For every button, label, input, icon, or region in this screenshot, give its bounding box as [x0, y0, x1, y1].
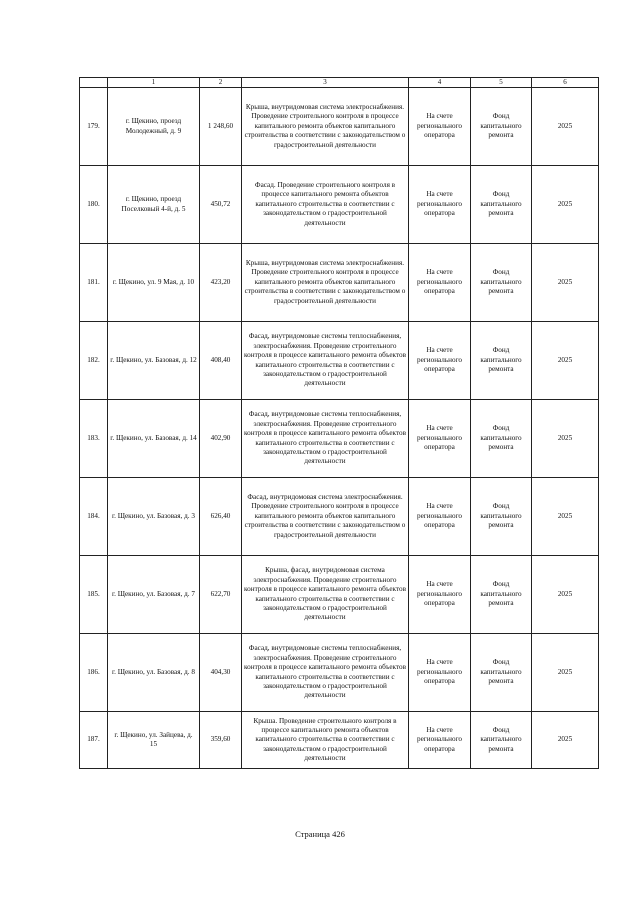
table-row — [80, 556, 599, 634]
account-cell: На счете регионального оператора — [409, 166, 471, 244]
header-cell: 4 — [409, 78, 471, 88]
area-cell: 402,90 — [200, 400, 242, 478]
table-header-row — [80, 78, 599, 88]
account-cell: На счете регионального оператора — [409, 400, 471, 478]
row-number-cell: 182. — [80, 322, 108, 400]
address-cell: г. Щекино, ул. 9 Мая, д. 10 — [108, 244, 200, 322]
fund-cell: Фонд капитального ремонта — [471, 88, 532, 166]
table-row — [80, 244, 599, 322]
fund-cell: Фонд капитального ремонта — [471, 712, 532, 769]
row-number-cell: 179. — [80, 88, 108, 166]
table-row — [80, 634, 599, 712]
table-row — [80, 712, 599, 769]
works-cell: Фасад, внутридомовые системы теплоснабжения, электроснабжения. Проведение строительного контроля в процессе капитального ремонта объектов капитального строительства в соответствии с законодательством о градостроительной деятельности — [242, 400, 409, 478]
row-number-cell: 185. — [80, 556, 108, 634]
works-cell: Фасад, внутридомовые системы теплоснабжения, электроснабжения. Проведение строительного контроля в процессе капитального ремонта объектов капитального строительства в соответствии с законодательством о градостроительной деятельности — [242, 634, 409, 712]
works-cell: Крыша. Проведение строительного контроля в процессе капитального ремонта объектов капитального строительства в соответствии с законодательством о градостроительной деятельности — [242, 712, 409, 769]
works-cell: Крыша, внутридомовая система электроснабжения. Проведение строительного контроля в процессе капитального ремонта объектов капитального строительства в соответствии с законодательством о градостроительной деятельности — [242, 244, 409, 322]
area-cell: 450,72 — [200, 166, 242, 244]
row-number-cell: 183. — [80, 400, 108, 478]
header-cell: 5 — [471, 78, 532, 88]
area-cell: 404,30 — [200, 634, 242, 712]
row-number-cell: 186. — [80, 634, 108, 712]
area-cell: 359,60 — [200, 712, 242, 769]
area-cell: 626,40 — [200, 478, 242, 556]
works-cell: Фасад. Проведение строительного контроля в процессе капитального ремонта объектов капитального строительства в соответствии с законодательством о градостроительной деятельности — [242, 166, 409, 244]
year-cell: 2025 — [532, 322, 599, 400]
address-cell: г. Щекино, ул. Зайцева, д. 15 — [108, 712, 200, 769]
table-row — [80, 322, 599, 400]
header-cell: 2 — [200, 78, 242, 88]
works-cell: Крыша, внутридомовая система электроснабжения. Проведение строительного контроля в процессе капитального ремонта объектов капитального строительства в соответствии с законодательством о градостроительной деятельности — [242, 88, 409, 166]
year-cell: 2025 — [532, 244, 599, 322]
header-cell: 1 — [108, 78, 200, 88]
account-cell: На счете регионального оператора — [409, 244, 471, 322]
fund-cell: Фонд капитального ремонта — [471, 478, 532, 556]
fund-cell: Фонд капитального ремонта — [471, 400, 532, 478]
address-cell: г. Щекино, проезд Молодежный, д. 9 — [108, 88, 200, 166]
fund-cell: Фонд капитального ремонта — [471, 322, 532, 400]
year-cell: 2025 — [532, 634, 599, 712]
fund-cell: Фонд капитального ремонта — [471, 556, 532, 634]
table-row — [80, 400, 599, 478]
year-cell: 2025 — [532, 556, 599, 634]
header-cell — [80, 78, 108, 88]
row-number-cell: 180. — [80, 166, 108, 244]
address-cell: г. Щекино, ул. Базовая, д. 12 — [108, 322, 200, 400]
year-cell: 2025 — [532, 88, 599, 166]
fund-cell: Фонд капитального ремонта — [471, 244, 532, 322]
row-number-cell: 187. — [80, 712, 108, 769]
table-row — [80, 88, 599, 166]
table-row — [80, 166, 599, 244]
works-cell: Фасад, внутридомовые системы теплоснабжения, электроснабжения. Проведение строительного контроля в процессе капитального ремонта объектов капитального строительства в соответствии с законодательством о градостроительной деятельности — [242, 322, 409, 400]
repair-program-table — [79, 77, 599, 769]
fund-cell: Фонд капитального ремонта — [471, 634, 532, 712]
address-cell: г. Щекино, ул. Базовая, д. 7 — [108, 556, 200, 634]
year-cell: 2025 — [532, 712, 599, 769]
year-cell: 2025 — [532, 478, 599, 556]
account-cell: На счете регионального оператора — [409, 478, 471, 556]
area-cell: 408,40 — [200, 322, 242, 400]
table-row — [80, 478, 599, 556]
account-cell: На счете регионального оператора — [409, 322, 471, 400]
area-cell: 423,20 — [200, 244, 242, 322]
works-cell: Крыша, фасад, внутридомовая система электроснабжения. Проведение строительного контроля в процессе капитального ремонта объектов капитального строительства в соответствии с законодательством о градостроительной деятельности — [242, 556, 409, 634]
page-number: Страница 426 — [295, 829, 345, 839]
address-cell: г. Щекино, ул. Базовая, д. 3 — [108, 478, 200, 556]
area-cell: 622,70 — [200, 556, 242, 634]
fund-cell: Фонд капитального ремонта — [471, 166, 532, 244]
row-number-cell: 184. — [80, 478, 108, 556]
address-cell: г. Щекино, проезд Поселковый 4-й, д. 5 — [108, 166, 200, 244]
row-number-cell: 181. — [80, 244, 108, 322]
header-cell: 6 — [532, 78, 599, 88]
year-cell: 2025 — [532, 166, 599, 244]
account-cell: На счете регионального оператора — [409, 556, 471, 634]
address-cell: г. Щекино, ул. Базовая, д. 8 — [108, 634, 200, 712]
area-cell: 1 248,60 — [200, 88, 242, 166]
year-cell: 2025 — [532, 400, 599, 478]
header-cell: 3 — [242, 78, 409, 88]
works-cell: Фасад, внутридомовая система электроснабжения. Проведение строительного контроля в процессе капитального ремонта объектов капитального строительства в соответствии с законодательством о градостроительной деятельности — [242, 478, 409, 556]
account-cell: На счете регионального оператора — [409, 88, 471, 166]
address-cell: г. Щекино, ул. Базовая, д. 14 — [108, 400, 200, 478]
account-cell: На счете регионального оператора — [409, 634, 471, 712]
account-cell: На счете регионального оператора — [409, 712, 471, 769]
